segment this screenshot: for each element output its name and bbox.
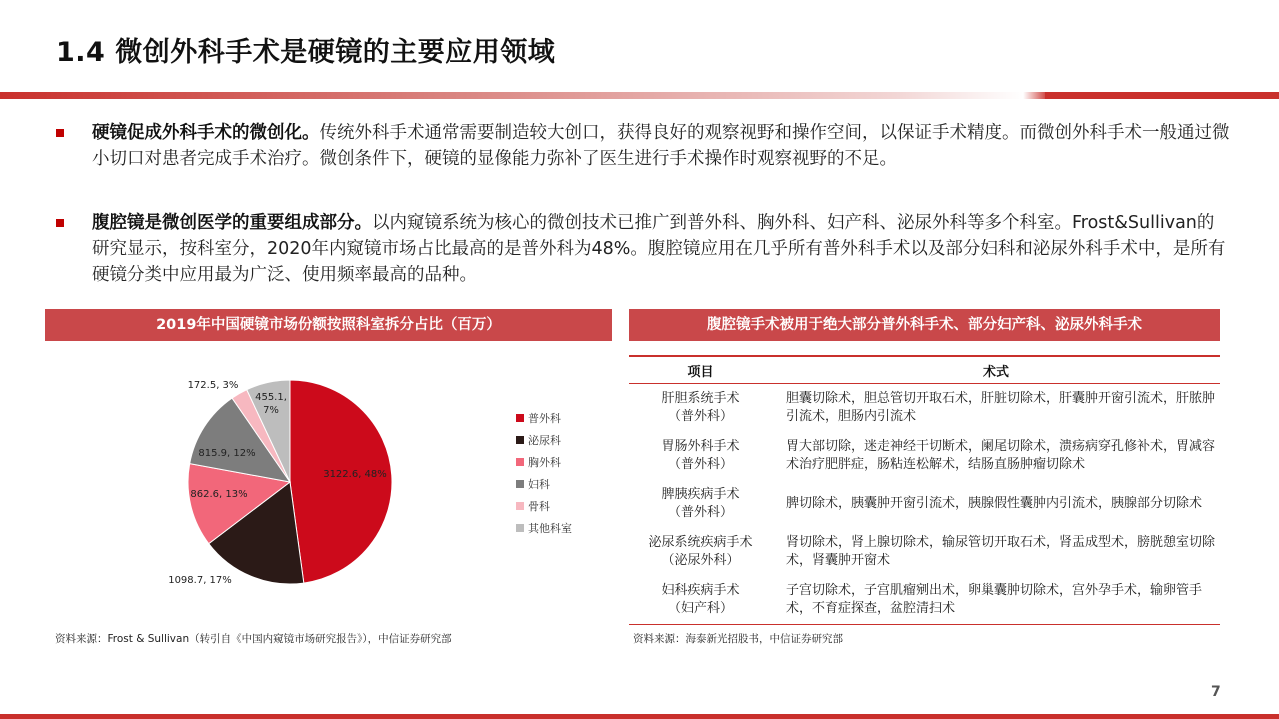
legend-swatch (516, 524, 524, 532)
table-cell-procedures: 胆囊切除术，胆总管切开取石术，肝脏切除术，肝囊肿开窗引流术，肝脓肿引流术，胆肠内引流术 (786, 391, 1216, 424)
legend-label: 泌尿科 (528, 434, 561, 447)
table-cell-item: 妇科疾病手术 （妇产科） (629, 576, 772, 625)
table-row (629, 576, 1220, 625)
legend-label: 胸外科 (528, 456, 561, 469)
column-header-item: 项目 (629, 356, 772, 384)
table-row (629, 480, 1220, 528)
table-cell-item: 脾胰疾病手术 （普外科） (661, 487, 740, 520)
pie-data-label: 455.1, 7% (255, 392, 287, 416)
column-header-procedures: 术式 (772, 356, 1220, 384)
bullet-1-lead: 硬镜促成外科手术的微创化。 (92, 123, 320, 143)
table-source: 资料来源：海泰新光招股书，中信证券研究部 (633, 633, 843, 645)
legend-label: 其他科室 (528, 522, 572, 535)
table-row (629, 384, 1220, 433)
page-number: 7 (1211, 684, 1221, 700)
bullet-1-text: 传统外科手术通常需要制造较大创口，获得良好的观察视野和操作空间，以保证手术精度。而微创外科手术一般通过微小切口对患者完成手术治疗。微创条件下，硬镜的显像能力弥补了医生进行手术操作时观察视野的不足。 (92, 123, 1230, 169)
bullet-2-text: 以内窥镜系统为核心的微创技术已推广到普外科、胸外科、妇产科、泌尿外科等多个科室。Frost&Sullivan的研究显示，按科室分，2020年内窥镜市场占比最高的是普外科为48%。腹腔镜应用在几乎所有普外科手术以及部分妇科和泌尿外科手术中，是所有硬镜分类中应用最为广泛、使用频率最高的品种。 (92, 213, 1226, 285)
bullet-2-lead: 腹腔镜是微创医学的重要组成部分。 (92, 213, 372, 233)
table-cell-procedures: 脾切除术，胰囊肿开窗引流术，胰腺假性囊肿内引流术，胰腺部分切除术 (786, 496, 1203, 511)
bullet-square-icon (56, 219, 64, 227)
legend-swatch (516, 414, 524, 422)
pie-slice-0 (290, 380, 392, 583)
pie-data-label: 3122.6, 48% (323, 469, 387, 480)
bullet-square-icon (56, 129, 64, 137)
table-header-row (629, 356, 1220, 384)
table-cell-procedures: 肾切除术，肾上腺切除术，输尿管切开取石术，肾盂成型术，膀胱憩室切除术，肾囊肿开窗术 (786, 535, 1216, 568)
chart-heading: 2019年中国硬镜市场份额按照科室拆分占比（百万） (45, 309, 612, 341)
footer-bar (0, 714, 1279, 719)
procedure-table (629, 355, 1220, 625)
legend-label: 骨科 (528, 500, 550, 513)
legend-swatch (516, 436, 524, 444)
table-row (629, 528, 1220, 576)
title-divider-accent (1045, 92, 1279, 99)
pie-data-label: 862.6, 13% (190, 489, 248, 500)
bullet-2 (56, 210, 1231, 288)
legend-swatch (516, 458, 524, 466)
table-cell-item: 泌尿系统疾病手术 （泌尿外科） (648, 535, 753, 568)
table-cell-item: 肝胆系统手术 （普外科） (661, 391, 740, 424)
table-heading: 腹腔镜手术被用于绝大部分普外科手术、部分妇产科、泌尿外科手术 (629, 309, 1220, 341)
pie-chart (45, 350, 612, 620)
table-row (629, 432, 1220, 480)
legend-label: 妇科 (528, 478, 550, 491)
legend-label: 普外科 (528, 412, 561, 425)
legend-swatch (516, 480, 524, 488)
pie-data-label: 172.5, 3% (187, 380, 239, 391)
legend-swatch (516, 502, 524, 510)
bullet-1 (56, 120, 1231, 172)
pie-data-label: 815.9, 12% (198, 448, 256, 459)
table-cell-procedures: 子宫切除术，子宫肌瘤剜出术，卵巢囊肿切除术，宫外孕手术，输卵管手术，不育症探查，盆腔清扫术 (772, 576, 1220, 625)
pie-data-label: 1098.7, 17% (168, 575, 232, 586)
chart-source: 资料来源：Frost & Sullivan（转引自《中国内窥镜市场研究报告》），中信证券研究部 (55, 633, 452, 645)
page-title: 1.4 微创外科手术是硬镜的主要应用领域 (56, 37, 556, 68)
table-cell-procedures: 胃大部切除，迷走神经干切断术，阑尾切除术，溃疡病穿孔修补术，胃减容术治疗肥胖症，肠粘连松解术，结肠直肠肿瘤切除术 (786, 439, 1216, 472)
table-cell-item: 胃肠外科手术 （普外科） (661, 439, 740, 472)
